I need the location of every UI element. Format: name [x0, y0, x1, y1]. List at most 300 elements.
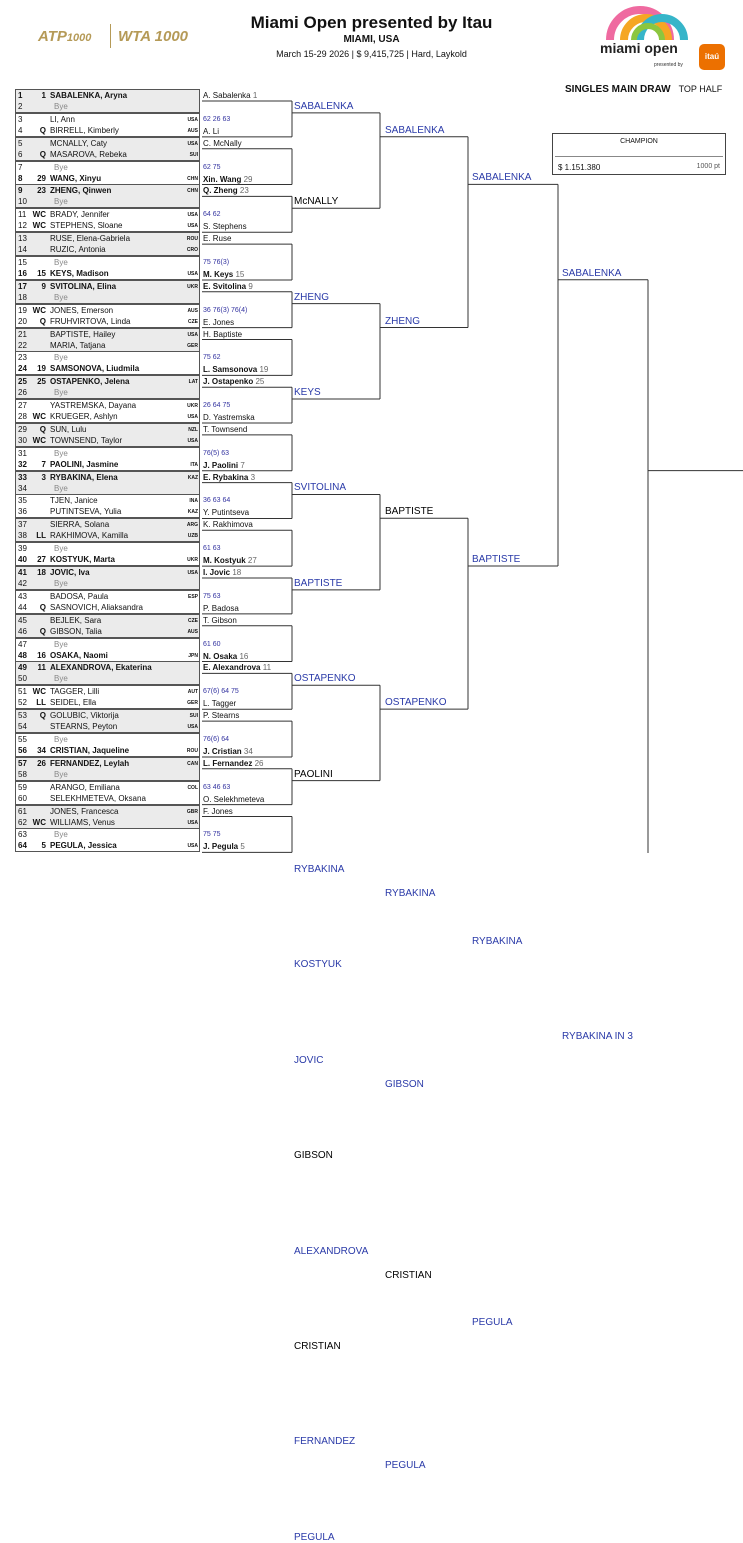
player-row	[16, 793, 199, 805]
player-seed: Q	[39, 711, 46, 721]
match-score: 62 26 63	[203, 115, 231, 123]
player-seed: WC	[32, 210, 46, 220]
draw-position: 10	[18, 197, 27, 207]
player-country: AUT	[187, 689, 198, 696]
fourth-round-winner: GIBSON	[385, 1078, 424, 1090]
first-round-match	[15, 733, 200, 757]
player-name: Bye	[54, 674, 68, 684]
player-row	[16, 196, 199, 208]
player-name: RAKHIMOVA, Kamilla	[50, 531, 129, 541]
third-round-winner: OSTAPENKO	[294, 673, 356, 685]
champion-prize: $ 1.151.380	[558, 163, 601, 172]
third-round-winner: McNALLY	[294, 196, 339, 208]
player-name: JONES, Francesca	[50, 806, 119, 816]
draw-position: 28	[18, 412, 27, 422]
draw-label: SINGLES MAIN DRAW TOP HALF	[565, 84, 723, 95]
player-row	[16, 244, 199, 256]
draw-position: 42	[18, 579, 27, 588]
player-row	[16, 840, 199, 852]
player-row	[16, 483, 199, 495]
second-round-player-a: L. Fernandez 26	[203, 758, 264, 768]
player-name: BADOSA, Paula	[50, 591, 109, 601]
brand-sub: presented by	[654, 62, 683, 68]
first-round-match	[15, 280, 200, 304]
draw-position: 54	[18, 722, 27, 732]
first-round-match	[15, 590, 200, 614]
player-row	[16, 626, 199, 638]
third-round-winner: PAOLINI	[294, 768, 333, 780]
match-score: 67(6) 64 75	[203, 688, 239, 696]
player-name: ZHENG, Qinwen	[50, 186, 112, 196]
player-name: RUZIC, Antonia	[50, 245, 106, 255]
second-round-match	[202, 91, 292, 136]
second-round-player-a: F. Jones	[203, 806, 233, 816]
second-round-player-a: J. Ostapenko 25	[203, 377, 265, 387]
player-name: STEARNS, Peyton	[50, 722, 118, 732]
second-round-match	[202, 424, 292, 470]
player-name: Bye	[54, 579, 68, 588]
match-score: 63 46 63	[203, 783, 231, 791]
draw-position: 62	[18, 817, 27, 827]
second-round-match	[202, 711, 292, 756]
player-seed: 15	[235, 269, 245, 279]
first-round-match	[15, 184, 200, 208]
match-score: 62 75	[203, 163, 221, 171]
player-country: USA	[187, 331, 198, 338]
draw-position: 30	[18, 435, 27, 445]
draw-position: 55	[18, 734, 27, 744]
second-round-player-b: M. Kostyuk 27	[203, 556, 257, 566]
player-row	[16, 268, 199, 280]
player-country: CZE	[188, 318, 198, 325]
first-round-match	[15, 757, 200, 781]
player-country: AUS	[187, 628, 198, 635]
player-seed: 19	[37, 364, 46, 374]
second-round-player-a: T. Gibson	[203, 615, 237, 625]
second-round-match	[202, 568, 292, 613]
draw-position: 2	[18, 102, 23, 111]
player-name: Bye	[54, 639, 68, 649]
first-round-match	[15, 661, 200, 685]
player-country: COL	[187, 784, 198, 791]
player-row	[16, 697, 199, 709]
match-score: 76(6) 64	[203, 735, 230, 743]
player-seed: LL	[36, 698, 46, 708]
draw-position: 32	[18, 459, 27, 469]
player-name: Bye	[54, 102, 68, 111]
quarterfinal-winner: BAPTISTE	[472, 554, 521, 565]
player-name: Bye	[54, 197, 68, 207]
player-name: MCNALLY, Caty	[50, 138, 108, 148]
match-score: 75 76(3)	[203, 258, 230, 266]
draw-position: 64	[18, 841, 27, 851]
player-country: INA	[189, 498, 198, 505]
player-seed: 1	[252, 91, 258, 100]
draw-position: 43	[18, 591, 27, 601]
player-seed: Q	[39, 149, 46, 159]
third-round-winner: KOSTYUK	[294, 959, 342, 971]
second-round-match	[202, 758, 292, 804]
second-round-player-a: Q. Zheng 23	[203, 186, 249, 196]
player-country: UKR	[187, 403, 198, 410]
fourth-round-winner: CRISTIAN	[385, 1269, 432, 1281]
player-country: KAZ	[187, 509, 198, 516]
draw-position: 59	[18, 782, 27, 792]
player-seed: Q	[39, 316, 46, 326]
player-country: UKR	[187, 557, 198, 564]
player-row	[16, 220, 199, 232]
second-round-match	[202, 377, 292, 423]
draw-position: 50	[18, 674, 27, 684]
first-round-match	[15, 113, 200, 137]
player-seed: 25	[37, 377, 46, 387]
player-name: PUTINTSEVA, Yulia	[50, 507, 122, 517]
player-name: SABALENKA, Aryna	[50, 91, 128, 100]
draw-position: 1	[18, 91, 23, 100]
second-round-player-a: E. Ruse	[203, 234, 232, 244]
player-country: CRO	[186, 247, 198, 254]
page-title: Miami Open presented by Itau	[250, 13, 493, 32]
player-row	[16, 530, 199, 542]
player-name: FRUHVIRTOVA, Linda	[50, 316, 131, 326]
first-round-match	[15, 304, 200, 328]
player-seed: LL	[36, 531, 46, 541]
player-seed: 9	[248, 281, 253, 291]
player-name: Bye	[54, 483, 68, 493]
first-round-match	[15, 89, 200, 113]
draw-position: 6	[18, 149, 23, 159]
player-seed: 16	[37, 650, 46, 660]
player-row	[16, 554, 199, 566]
first-round-match	[15, 709, 200, 733]
player-seed: 7	[41, 459, 46, 469]
semifinal-winner: RYBAKINA IN 3	[562, 1031, 633, 1042]
player-seed: 23	[37, 186, 46, 196]
match-score: 36 76(3) 76(4)	[203, 306, 248, 314]
player-name: MASAROVA, Rebeka	[50, 149, 127, 159]
player-row	[16, 149, 199, 161]
fourth-round-winner: OSTAPENKO	[385, 697, 447, 709]
second-round-player-b: E. Jones	[203, 317, 235, 327]
player-country: GER	[187, 342, 198, 349]
itau-logo: itaú	[699, 44, 725, 70]
player-seed: 16	[239, 651, 249, 661]
player-country: CAN	[187, 760, 198, 767]
second-round-player-b: Xin. Wang 29	[203, 174, 253, 184]
second-round-player-b: D. Yastremska	[203, 413, 255, 423]
draw-position: 12	[18, 221, 27, 231]
semifinal-winner: SABALENKA	[562, 267, 622, 279]
first-round-match	[15, 638, 200, 662]
player-row	[16, 125, 199, 137]
player-country: USA	[187, 437, 198, 444]
draw-position: 51	[18, 687, 27, 697]
player-name: ALEXANDROVA, Ekaterina	[50, 663, 152, 673]
draw-position: 41	[18, 568, 27, 577]
draw-position: 37	[18, 520, 27, 530]
player-seed: 25	[255, 377, 265, 387]
second-round-match	[202, 138, 292, 184]
player-seed: 26	[37, 758, 46, 768]
draw-position: 31	[18, 448, 27, 458]
first-round-match	[15, 614, 200, 638]
player-seed: 19	[259, 365, 269, 375]
draw-position: 20	[18, 316, 27, 326]
quarterfinal-winner: RYBAKINA	[472, 935, 523, 947]
second-round-player-a: T. Townsend	[203, 424, 248, 434]
first-round-match	[15, 351, 200, 375]
player-name: Bye	[54, 353, 68, 363]
second-round-player-a: K. Rakhimova	[203, 520, 253, 530]
player-seed: 29	[243, 174, 253, 184]
player-seed: 9	[41, 281, 46, 291]
first-round-match	[15, 208, 200, 232]
player-seed: 34	[37, 745, 46, 755]
player-country: CZE	[188, 617, 198, 624]
third-round-winner: ZHENG	[294, 291, 329, 303]
match-score: 75 63	[203, 592, 221, 600]
second-round-player-b: N. Osaka 16	[203, 651, 249, 661]
player-seed: WC	[32, 817, 46, 827]
draw-position: 5	[18, 138, 23, 148]
draw-position: 25	[18, 377, 27, 387]
player-country: ITA	[190, 461, 198, 468]
third-round-winner: ALEXANDROVA	[294, 1245, 369, 1257]
player-seed: 11	[37, 663, 46, 673]
player-name: Bye	[54, 448, 68, 458]
player-country: KAZ	[187, 474, 198, 481]
player-country: ROU	[186, 236, 198, 243]
fourth-round-winner: ZHENG	[385, 315, 420, 327]
draw-position: 23	[18, 353, 27, 363]
second-round-player-a: H. Baptiste	[203, 329, 243, 339]
player-seed: WC	[32, 435, 46, 445]
draw-position: 36	[18, 507, 27, 517]
third-round-winner: GIBSON	[294, 1150, 333, 1162]
player-name: TOWNSEND, Taylor	[50, 435, 123, 445]
player-country: USA	[187, 414, 198, 421]
player-name: MARIA, Tatjana	[50, 340, 106, 350]
player-name: Bye	[54, 830, 68, 840]
player-seed: WC	[32, 687, 46, 697]
player-name: BIRRELL, Kimberly	[50, 125, 119, 135]
player-seed: Q	[39, 125, 46, 135]
player-country: CHN	[187, 175, 198, 182]
player-name: SELEKHMETEVA, Oksana	[50, 793, 146, 803]
third-round-winner: FERNANDEZ	[294, 1436, 356, 1448]
player-name: KEYS, Madison	[50, 268, 109, 278]
draw-position: 60	[18, 793, 27, 803]
draw-position: 15	[18, 257, 27, 267]
draw-position: 13	[18, 234, 27, 244]
second-round-player-b: J. Pegula 5	[203, 842, 245, 852]
player-seed: 23	[239, 186, 249, 196]
player-country: SUI	[189, 713, 198, 720]
draw-position: 19	[18, 305, 27, 315]
player-seed: 7	[240, 460, 245, 470]
second-round-match	[202, 806, 292, 852]
second-round-match	[202, 663, 292, 709]
player-name: KRUEGER, Ashlyn	[50, 412, 118, 422]
player-row	[16, 769, 199, 781]
first-round-match	[15, 161, 200, 185]
player-name: WANG, Xinyu	[50, 173, 102, 183]
player-seed: 18	[232, 568, 242, 577]
quarterfinal-winner: SABALENKA	[472, 172, 532, 184]
header	[0, 0, 743, 80]
player-row	[16, 340, 199, 352]
first-round-match	[15, 494, 200, 518]
player-seed: Q	[39, 424, 46, 434]
player-seed: 18	[37, 568, 46, 577]
atp-logo: ATP1000	[38, 28, 92, 45]
match-score: 26 64 75	[203, 402, 231, 410]
player-name: WILLIAMS, Venus	[50, 817, 115, 827]
first-round-match	[15, 781, 200, 805]
second-round-player-b: M. Keys 15	[203, 269, 245, 279]
second-round-match	[202, 520, 292, 566]
second-round-player-b: S. Stephens	[203, 222, 247, 232]
match-score: 75 62	[203, 354, 221, 362]
player-country: LAT	[188, 379, 198, 386]
wta-logo: WTA 1000	[118, 28, 189, 45]
fourth-round-winner: PEGULA	[385, 1460, 426, 1472]
player-name: Bye	[54, 388, 68, 398]
draw-position: 34	[18, 483, 27, 493]
player-name: JONES, Emerson	[50, 305, 114, 315]
draw-position: 57	[18, 758, 27, 768]
draw-position: 4	[18, 125, 23, 135]
draw-position: 29	[18, 424, 27, 434]
player-seed: 29	[37, 173, 46, 183]
draw-position: 61	[18, 806, 27, 816]
player-name: SUN, Lulu	[50, 424, 87, 434]
player-name: YASTREMSKA, Dayana	[50, 401, 137, 411]
player-row	[16, 673, 199, 685]
draw-position: 14	[18, 245, 27, 255]
player-name: Bye	[54, 544, 68, 554]
player-name: PEGULA, Jessica	[50, 841, 117, 851]
player-name: SVITOLINA, Elina	[50, 281, 117, 291]
draw-position: 27	[18, 401, 27, 411]
fourth-round-winner: RYBAKINA	[385, 887, 436, 899]
second-round-player-b: L. Samsonova 19	[203, 365, 269, 375]
player-seed: 11	[262, 663, 272, 673]
draw-position: 39	[18, 544, 27, 554]
first-round-match	[15, 137, 200, 161]
player-seed: 3	[250, 472, 256, 482]
draw-position: 3	[18, 114, 23, 124]
location: MIAMI, USA	[343, 34, 400, 45]
second-round-player-b: Y. Putintseva	[203, 508, 250, 518]
draw-position: 21	[18, 329, 27, 339]
player-row	[16, 506, 199, 518]
player-name: GOLUBIC, Viktorija	[50, 711, 119, 721]
first-round-match	[15, 828, 200, 852]
player-country: ESP	[187, 593, 198, 600]
draw-position: 45	[18, 615, 27, 625]
player-country: GER	[187, 700, 198, 707]
player-country: USA	[187, 212, 198, 219]
second-round-player-b: A. Li	[203, 126, 220, 136]
champion-points: 1000 pt	[696, 163, 720, 170]
match-score: 75 75	[203, 831, 221, 839]
player-country: CHN	[187, 188, 198, 195]
player-country: UKR	[187, 283, 198, 290]
first-round-match	[15, 375, 200, 399]
player-country: USA	[187, 843, 198, 850]
event-info: March 15-29 2026 | $ 9,415,725 | Hard, Laykold	[276, 49, 467, 59]
match-score: 76(5) 63	[203, 449, 230, 457]
player-seed: 3	[41, 472, 46, 482]
draw-position: 8	[18, 173, 23, 183]
player-name: STEPHENS, Sloane	[50, 221, 123, 231]
second-round-player-a: P. Stearns	[203, 711, 240, 721]
champion-title: CHAMPION	[620, 138, 658, 145]
first-round-match	[15, 232, 200, 256]
draw-position: 38	[18, 531, 27, 541]
first-round-match	[15, 447, 200, 471]
second-round-match	[202, 281, 292, 327]
player-country: NZL	[188, 426, 198, 433]
player-country: USA	[187, 570, 198, 576]
player-name: OSTAPENKO, Jelena	[50, 377, 130, 387]
player-seed: 5	[240, 842, 245, 852]
draw-position: 35	[18, 496, 27, 506]
first-round-match	[15, 328, 200, 352]
second-round-match	[202, 234, 292, 279]
player-name: BRADY, Jennifer	[50, 210, 110, 220]
champion-box	[552, 133, 726, 175]
player-seed: 15	[37, 268, 46, 278]
third-round-winner: BAPTISTE	[294, 577, 343, 589]
match-score: 61 60	[203, 640, 221, 648]
player-name: TAGGER, Lilli	[50, 687, 100, 697]
second-round-player-a: E. Alexandrova 11	[203, 663, 272, 673]
first-round-match	[15, 423, 200, 447]
miami-open-logo-icon	[604, 4, 688, 44]
player-row	[16, 173, 199, 185]
player-row	[16, 101, 199, 113]
first-round-match	[15, 685, 200, 709]
player-row	[16, 650, 199, 662]
player-country: AUS	[187, 307, 198, 314]
draw-position: 53	[18, 711, 27, 721]
player-name: PAOLINI, Jasmine	[50, 459, 119, 469]
second-round-player-a: C. McNally	[203, 138, 242, 148]
player-name: RYBAKINA, Elena	[50, 472, 118, 482]
player-name: Bye	[54, 769, 68, 779]
player-name: RUSE, Elena-Gabriela	[50, 234, 131, 244]
draw-position: 33	[18, 472, 27, 482]
player-seed: Q	[39, 626, 46, 636]
first-round-match	[15, 566, 200, 590]
player-name: Bye	[54, 257, 68, 267]
draw-position: 48	[18, 650, 27, 660]
player-name: ARANGO, Emiliana	[50, 782, 120, 792]
player-row	[16, 316, 199, 328]
player-row	[16, 363, 199, 375]
draw-position: 18	[18, 292, 27, 302]
first-round-match	[15, 542, 200, 566]
draw-position: 52	[18, 698, 27, 708]
player-name: CRISTIAN, Jaqueline	[50, 745, 130, 755]
player-seed: WC	[32, 412, 46, 422]
player-seed: 27	[247, 556, 257, 566]
quarterfinal-winner: PEGULA	[472, 1317, 513, 1329]
third-round-winner: PEGULA	[294, 1531, 335, 1543]
draw-position: 7	[18, 162, 23, 172]
